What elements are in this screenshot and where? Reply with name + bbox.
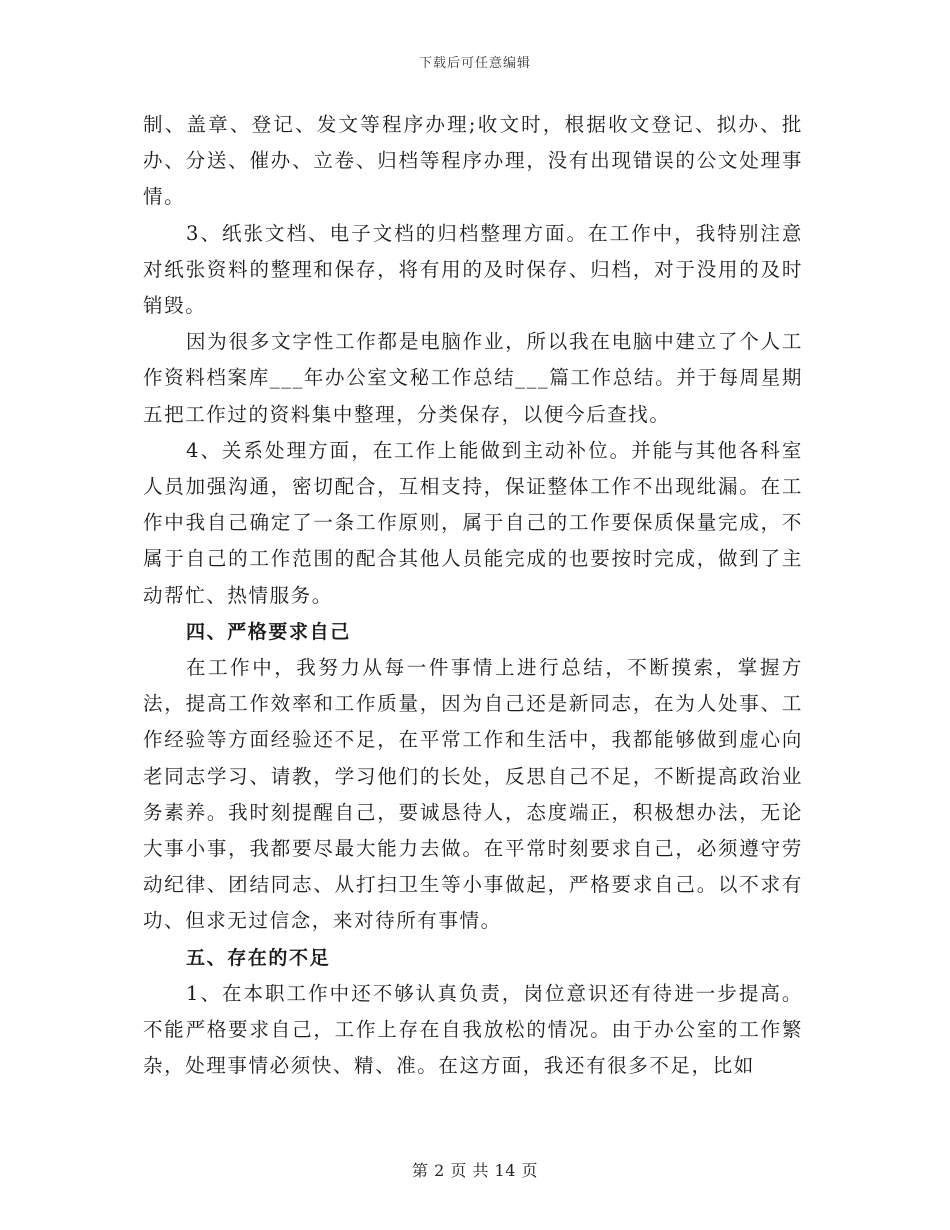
section-heading-4: 四、严格要求自己 xyxy=(186,620,351,643)
paragraph-relations: 4、关系处理方面，在工作上能做到主动补位。并能与其他各科室人员加强沟通，密切配合，互相支持，保证整体工作不出现纰漏。在工作中我自己确定了一条工作原则，属于自己的工作要保质保量完成，不属于自己的工作范围的配合其他人员能完成的也要按时完成，做到了主动帮忙、热情服务。 xyxy=(143,438,803,607)
document-body xyxy=(143,107,803,1084)
page-footer: 第 2 页 共 14 页 xyxy=(412,1161,538,1180)
paragraph-shortcomings: 1、在本职工作中还不够认真负责，岗位意识还有待进一步提高。不能严格要求自己，工作上存在自我放松的情况。由于办公室的工作繁杂，处理事情必须快、精、准。在这方面，我还有很多不足，比如 xyxy=(143,981,803,1078)
paragraph-computer-files: 因为很多文字性工作都是电脑作业，所以我在电脑中建立了个人工作资料档案库___年办公室文秘工作总结___篇工作总结。并于每周星期五把工作过的资料集中整理，分类保存，以便今后查找。 xyxy=(143,330,803,426)
paragraph-self-discipline: 在工作中，我努力从每一件事情上进行总结，不断摸索，掌握方法，提高工作效率和工作质量，因为自己还是新同志，在为人处事、工作经验等方面经验还不足，在平常工作和生活中，我都能够做到虚心向老同志学习、请教，学习他们的长处，反思自己不足，不断提高政治业务素养。我时刻提醒自己，要诚恳待人，态度端正，积极想办法，无论大事小事，我都要尽最大能力去做。在平常时刻要求自己，必须遵守劳动纪律、团结同志、从打扫卫生等小事做起，严格要求自己。以不求有功、但求无过信念，来对待所有事情。 xyxy=(143,656,803,933)
page-header: 下载后可任意编辑 xyxy=(418,56,531,71)
paragraph-continuation: 制、盖章、登记、发文等程序办理;收文时，根据收文登记、拟办、批办、分送、催办、立卷、归档等程序办理，没有出现错误的公文处理事情。 xyxy=(143,113,803,209)
section-heading-5: 五、存在的不足 xyxy=(186,946,331,969)
paragraph-archiving: 3、纸张文档、电子文档的归档整理方面。在工作中，我特别注意对纸张资料的整理和保存，将有用的及时保存、归档，对于没用的及时销毁。 xyxy=(143,221,803,318)
